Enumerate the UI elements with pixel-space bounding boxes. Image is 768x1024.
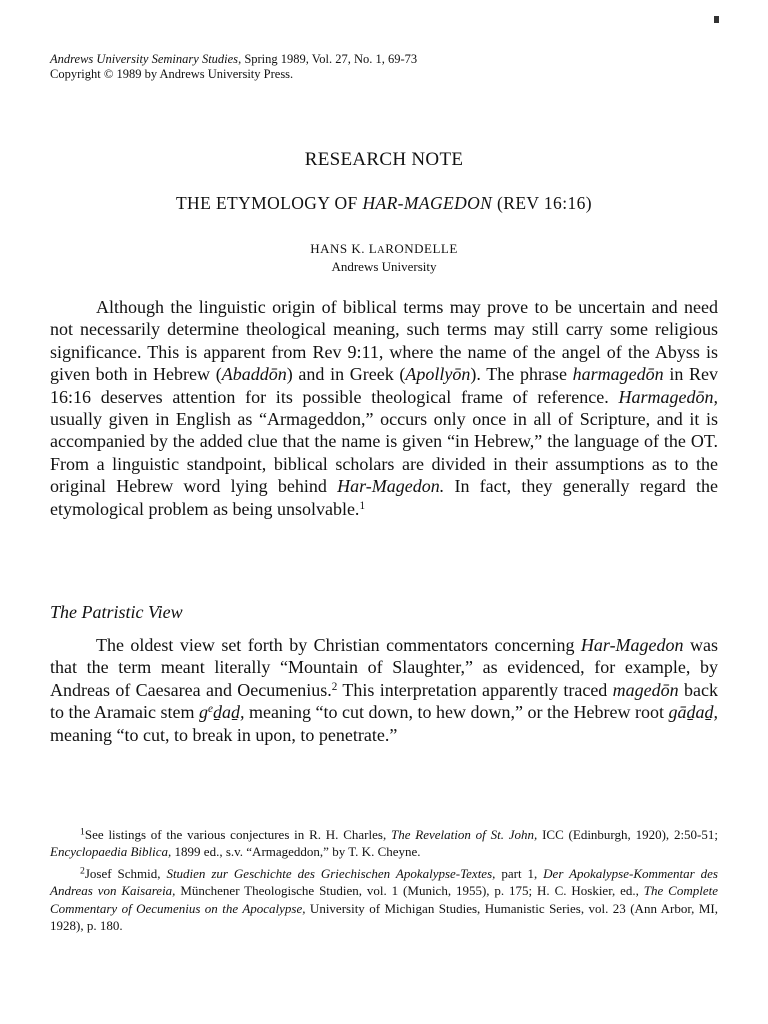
- footnotes: [50, 826, 718, 938]
- page-corner-mark: [714, 16, 719, 23]
- journal-issue: , Spring 1989, Vol. 27, No. 1, 69-73: [238, 52, 418, 66]
- italic-run: magedōn: [612, 679, 679, 700]
- body-paragraph-2: [50, 634, 718, 746]
- text-run: part 1,: [495, 865, 544, 881]
- text-run: Josef Schmid,: [84, 865, 167, 881]
- italic-run: Har-Magedon.: [337, 476, 445, 497]
- text-run: in Rev 16:16 deserves attention for its possible theological frame of reference.: [50, 364, 718, 407]
- footnote-number: 2: [80, 865, 85, 877]
- italic-run-part: ḏaḏ,: [212, 702, 245, 723]
- text-run: University of Michigan Studies, Humanistic Series, vol. 23 (Ann Arbor, MI, 1928), p. 180.: [50, 900, 719, 934]
- italic-run-part: g: [199, 702, 209, 723]
- text-run: This interpretation apparently traced: [337, 679, 613, 700]
- title-italic: HAR-MAGEDON: [362, 193, 493, 213]
- author-name-part: HANS K. L: [310, 241, 378, 256]
- italic-run: Apollyōn: [405, 364, 471, 385]
- text-run: meaning “to cut down, to hew down,” or the Hebrew root: [244, 702, 669, 723]
- text-run: back to the Aramaic stem: [50, 679, 718, 723]
- author-affiliation: Andrews University: [331, 259, 437, 274]
- author-name: [0, 241, 768, 257]
- superscript-vowel: e: [208, 703, 213, 716]
- footnote-ref-1[interactable]: 1: [359, 499, 366, 512]
- footnote-2: [50, 865, 718, 935]
- text-run: ICC (Edinburgh, 1920), 2:50-51;: [537, 827, 719, 842]
- author-name-part: RONDELLE: [385, 241, 458, 256]
- text-run: In fact, they generally regard the etymological problem as being unsolvable.: [50, 476, 718, 519]
- text-run: ) and in Greek (: [286, 364, 406, 385]
- title-suffix: (REV 16:16): [492, 193, 593, 213]
- italic-run: [199, 702, 244, 722]
- italic-run: Der Apokalypse-Kommentar des Andreas von Kaisareia,: [50, 865, 718, 899]
- italic-run: gāḏaḏ,: [668, 702, 718, 723]
- title-prefix: THE ETYMOLOGY OF: [175, 193, 363, 213]
- section-heading: The Patristic View: [50, 602, 183, 622]
- italic-run: Harmagedōn,: [618, 386, 718, 407]
- author-name-smallcap: A: [377, 245, 386, 256]
- text-run: Although the linguistic origin of biblical terms may prove to be uncertain and need not necessarily determine theological meaning, such terms may still carry some religious significance. This is apparent from Rev 9:11, where the name of the angel of the Abyss is given both in Hebrew (: [50, 297, 718, 385]
- italic-run: The Complete Commentary of Oecumenius on the Apocalypse,: [50, 883, 719, 916]
- text-run: usually given in English as “Armageddon,” occurs only once in all of Scripture, and it is accompanied by the added clue that the name is given “in Hebrew,” the language of the OT. From a linguistic standpoint, biblical scholars are divided in their assumptions as to the original Hebrew word lying behind: [50, 409, 718, 497]
- italic-run: Encyclopaedia Biblica,: [50, 844, 172, 860]
- italic-run: Har-Magedon: [580, 635, 684, 655]
- text-run: was that the term meant literally “Mountain of Slaughter,” as evidenced, for example, by Andreas of Caesarea and Oecumenius.: [50, 635, 718, 700]
- italic-run: Abaddōn: [221, 364, 287, 385]
- text-run: See listings of the various conjectures in R. H. Charles,: [84, 827, 391, 842]
- text-run: ). The phrase: [470, 364, 573, 385]
- body-paragraph-1: [50, 296, 718, 520]
- italic-run: Studien zur Geschichte des Griechischen Apokalypse-Textes,: [166, 865, 496, 881]
- footnote-number: 1: [80, 826, 85, 838]
- section-label: RESEARCH NOTE: [304, 149, 464, 170]
- italic-run: The Revelation of St. John,: [391, 827, 538, 842]
- text-run: Münchener Theologische Studien, vol. 1 (Munich, 1955), p. 175; H. C. Hoskier, ed.,: [175, 883, 644, 899]
- journal-citation: [50, 52, 710, 67]
- journal-header: [50, 52, 710, 82]
- footnote-1: [50, 826, 718, 861]
- text-run: 1899 ed., s.v. “Armageddon,” by T. K. Cheyne.: [171, 844, 421, 860]
- journal-name: Andrews University Seminary Studies: [50, 52, 239, 66]
- copyright-line: Copyright © 1989 by Andrews University Press.: [50, 67, 294, 81]
- italic-run: harmagedōn: [572, 364, 664, 385]
- text-run: The oldest view set forth by Christian commentators concerning: [96, 635, 581, 655]
- footnote-ref-2[interactable]: 2: [331, 680, 338, 693]
- article-title: [0, 193, 768, 214]
- text-run: meaning “to cut, to break in upon, to penetrate.”: [50, 724, 398, 745]
